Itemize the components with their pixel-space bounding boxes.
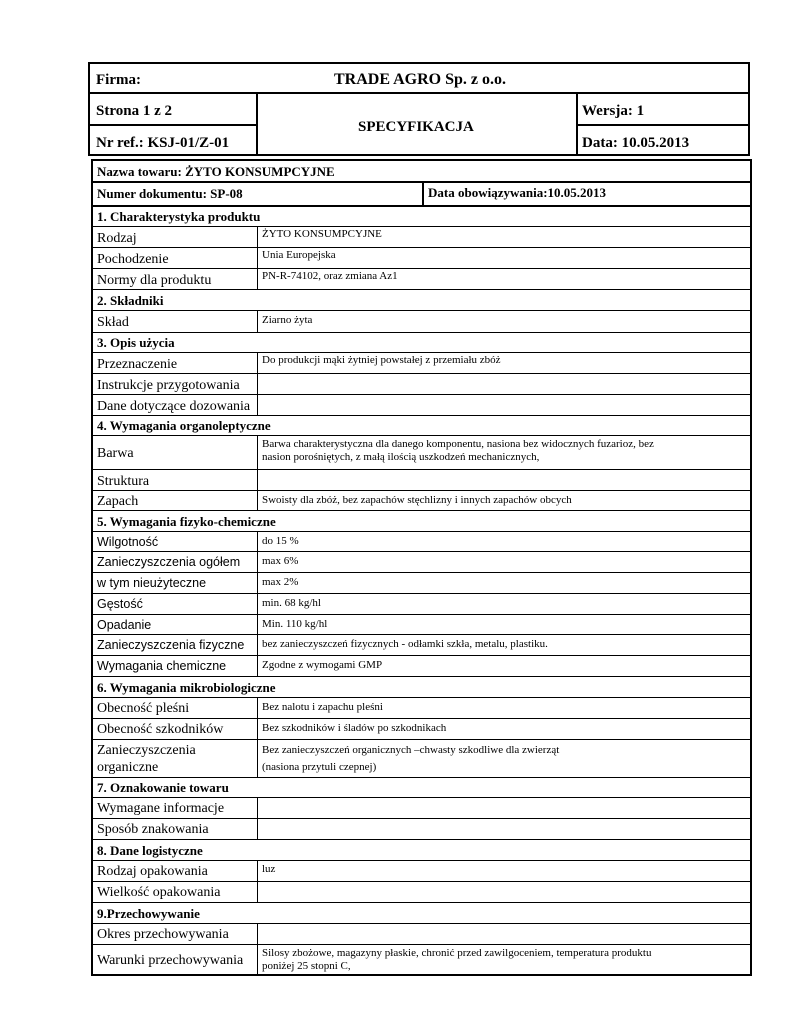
document-number-row: [93, 183, 750, 207]
column-divider: [257, 819, 258, 839]
row-label: Wymagane informacje: [97, 801, 225, 816]
column-divider: [257, 491, 258, 510]
row-label: Struktura: [97, 474, 150, 489]
column-divider: [257, 311, 258, 332]
row-label: Normy dla produktu: [97, 273, 212, 288]
version: Wersja: 1: [582, 103, 645, 119]
table-row: [93, 395, 750, 416]
table-row: [93, 311, 750, 333]
section-header: [93, 903, 750, 924]
column-divider: [257, 269, 258, 289]
row-label: Wilgotność: [97, 535, 159, 549]
section-title: 9.Przechowywanie: [97, 906, 200, 921]
table-row: [93, 861, 750, 882]
column-divider: [257, 436, 258, 469]
section-title: 7. Oznakowanie towaru: [97, 780, 229, 795]
column-divider: [257, 248, 258, 268]
column-divider: [257, 374, 258, 394]
row-label: Pochodzenie: [97, 252, 169, 267]
section-title: 3. Opis użycia: [97, 335, 175, 350]
table-row: [93, 615, 750, 635]
row-value-line: Silosy zbożowe, magazyny płaskie, chronić przed zawilgoceniem, temperatura produktu: [262, 947, 652, 959]
row-value: luz: [262, 863, 276, 875]
table-row: [93, 924, 750, 945]
row-value: PN-R-74102, oraz zmiana Az1: [262, 270, 398, 282]
column-divider: [257, 532, 258, 551]
row-label: Okres przechowywania: [97, 927, 229, 942]
row-label: Barwa: [97, 446, 134, 461]
column-divider: [257, 615, 258, 634]
row-value: max 2%: [262, 576, 299, 588]
table-row: [93, 573, 750, 594]
document-number: Numer dokumentu: SP-08: [97, 186, 243, 201]
column-divider: [257, 227, 258, 247]
row-label: Obecność szkodników: [97, 722, 224, 737]
column-divider: [257, 635, 258, 655]
page-number: Strona 1 z 2: [96, 103, 172, 119]
column-divider: [257, 882, 258, 902]
row-label: Rodzaj opakowania: [97, 864, 208, 879]
column-divider: [257, 594, 258, 614]
row-label: Zanieczyszczenia ogółem: [97, 555, 241, 569]
company-name: TRADE AGRO Sp. z o.o.: [334, 71, 507, 88]
product-name: Nazwa towaru: ŻYTO KONSUMPCYJNE: [97, 164, 335, 179]
table-row: [93, 698, 750, 719]
header-divider: [256, 92, 258, 154]
section-header: [93, 333, 750, 353]
row-value-line: poniżej 25 stopni C,: [262, 960, 351, 972]
column-divider: [257, 470, 258, 490]
row-value-line: Barwa charakterystyczna dla danego komponentu, nasiona bez widocznych fuzarioz, bez: [262, 438, 654, 450]
row-value: [262, 438, 744, 464]
document-title: SPECYFIKACJA: [358, 119, 474, 135]
table-row: [93, 248, 750, 269]
row-value: Bez szkodników i śladów po szkodnikach: [262, 722, 447, 734]
row-value-line: nasion porośniętych, z małą ilością uszkodzeń mechanicznych,: [262, 451, 540, 463]
table-row: [93, 635, 750, 656]
row-value: Min. 110 kg/hl: [262, 618, 328, 630]
row-label: Zanieczyszczenia fizyczne: [97, 638, 245, 652]
row-value: [262, 742, 744, 776]
header-divider: [576, 92, 578, 154]
row-label: Dane dotyczące dozowania: [97, 399, 251, 414]
column-divider: [257, 798, 258, 818]
row-label: Warunki przechowywania: [97, 953, 244, 968]
table-row: [93, 227, 750, 248]
row-label: Rodzaj: [97, 231, 137, 246]
row-label: Gęstość: [97, 597, 143, 611]
firma-label: Firma:: [96, 72, 141, 88]
row-label: Obecność pleśni: [97, 701, 190, 716]
section-header: [93, 840, 750, 861]
row-label: Instrukcje przygotowania: [97, 378, 240, 393]
section-header: [93, 511, 750, 532]
table-row: [93, 819, 750, 840]
row-value: Unia Europejska: [262, 249, 336, 261]
header-divider: [90, 124, 256, 126]
section-header: [93, 778, 750, 798]
section-title: 6. Wymagania mikrobiologiczne: [97, 680, 276, 695]
table-row: [93, 656, 750, 677]
row-value: Zgodne z wymogami GMP: [262, 659, 383, 671]
table-row: [93, 532, 750, 552]
section-header: [93, 290, 750, 311]
header-block: [88, 62, 750, 156]
table-row: [93, 594, 750, 615]
table-row: [93, 798, 750, 819]
row-label: Przeznaczenie: [97, 357, 178, 372]
section-title: 5. Wymagania fizyko-chemiczne: [97, 514, 276, 529]
row-label: Zapach: [97, 494, 139, 509]
header-divider: [90, 92, 748, 94]
column-divider: [422, 183, 424, 205]
table-row: [93, 945, 750, 976]
row-label-line: Zanieczyszczenia: [97, 743, 196, 758]
row-value: Ziarno żyta: [262, 314, 313, 326]
specification-table: [91, 159, 752, 976]
row-label: Skład: [97, 315, 129, 330]
section-header: [93, 207, 750, 227]
row-value: do 15 %: [262, 535, 299, 547]
section-title: 2. Składniki: [97, 293, 164, 308]
valid-from-date: Data obowiązywania:10.05.2013: [428, 185, 607, 200]
column-divider: [257, 719, 258, 739]
row-value-line: Bez zanieczyszczeń organicznych –chwasty szkodliwe dla zwierząt: [262, 744, 560, 756]
row-label: Sposób znakowania: [97, 822, 209, 837]
column-divider: [257, 945, 258, 976]
section-title: 4. Wymagania organoleptyczne: [97, 418, 271, 433]
column-divider: [257, 552, 258, 572]
table-row: [93, 436, 750, 470]
row-label: Opadanie: [97, 618, 152, 632]
row-label-line: organiczne: [97, 760, 159, 775]
table-row: [93, 269, 750, 290]
column-divider: [257, 698, 258, 718]
row-value: Bez nalotu i zapachu pleśni: [262, 701, 383, 713]
table-row: [93, 491, 750, 511]
section-title: 1. Charakterystyka produktu: [97, 209, 261, 224]
table-row: [93, 374, 750, 395]
header-divider: [578, 124, 748, 126]
row-label: w tym nieużyteczne: [97, 576, 207, 590]
table-row: [93, 882, 750, 903]
row-label: Wymagania chemiczne: [97, 659, 227, 673]
table-row: [93, 353, 750, 374]
column-divider: [257, 656, 258, 676]
row-value: [262, 947, 744, 973]
issue-date: Data: 10.05.2013: [582, 135, 690, 151]
row-value: Swoisty dla zbóż, bez zapachów stęchlizny i innych zapachów obcych: [262, 494, 572, 506]
section-header: [93, 416, 750, 436]
table-row: [93, 740, 750, 778]
table-row: [93, 552, 750, 573]
table-row: [93, 719, 750, 740]
row-value: ŻYTO KONSUMPCYJNE: [262, 228, 382, 240]
column-divider: [257, 353, 258, 373]
row-value: Do produkcji mąki żytniej powstałej z przemiału zbóż: [262, 354, 501, 366]
row-value: bez zanieczyszczeń fizycznych - odłamki szkła, metalu, plastiku.: [262, 638, 548, 650]
column-divider: [257, 573, 258, 593]
row-value: min. 68 kg/hl: [262, 597, 321, 609]
reference-number: Nr ref.: KSJ-01/Z-01: [96, 135, 230, 151]
column-divider: [257, 740, 258, 777]
section-title: 8. Dane logistyczne: [97, 843, 203, 858]
table-row: [93, 470, 750, 491]
section-header: [93, 677, 750, 698]
column-divider: [257, 395, 258, 415]
product-name-row: [93, 161, 750, 183]
row-label: [97, 742, 196, 776]
column-divider: [257, 924, 258, 944]
row-label: Wielkość opakowania: [97, 885, 221, 900]
row-value: max 6%: [262, 555, 299, 567]
column-divider: [257, 861, 258, 881]
row-value-line: (nasiona przytuli czepnej): [262, 761, 377, 773]
